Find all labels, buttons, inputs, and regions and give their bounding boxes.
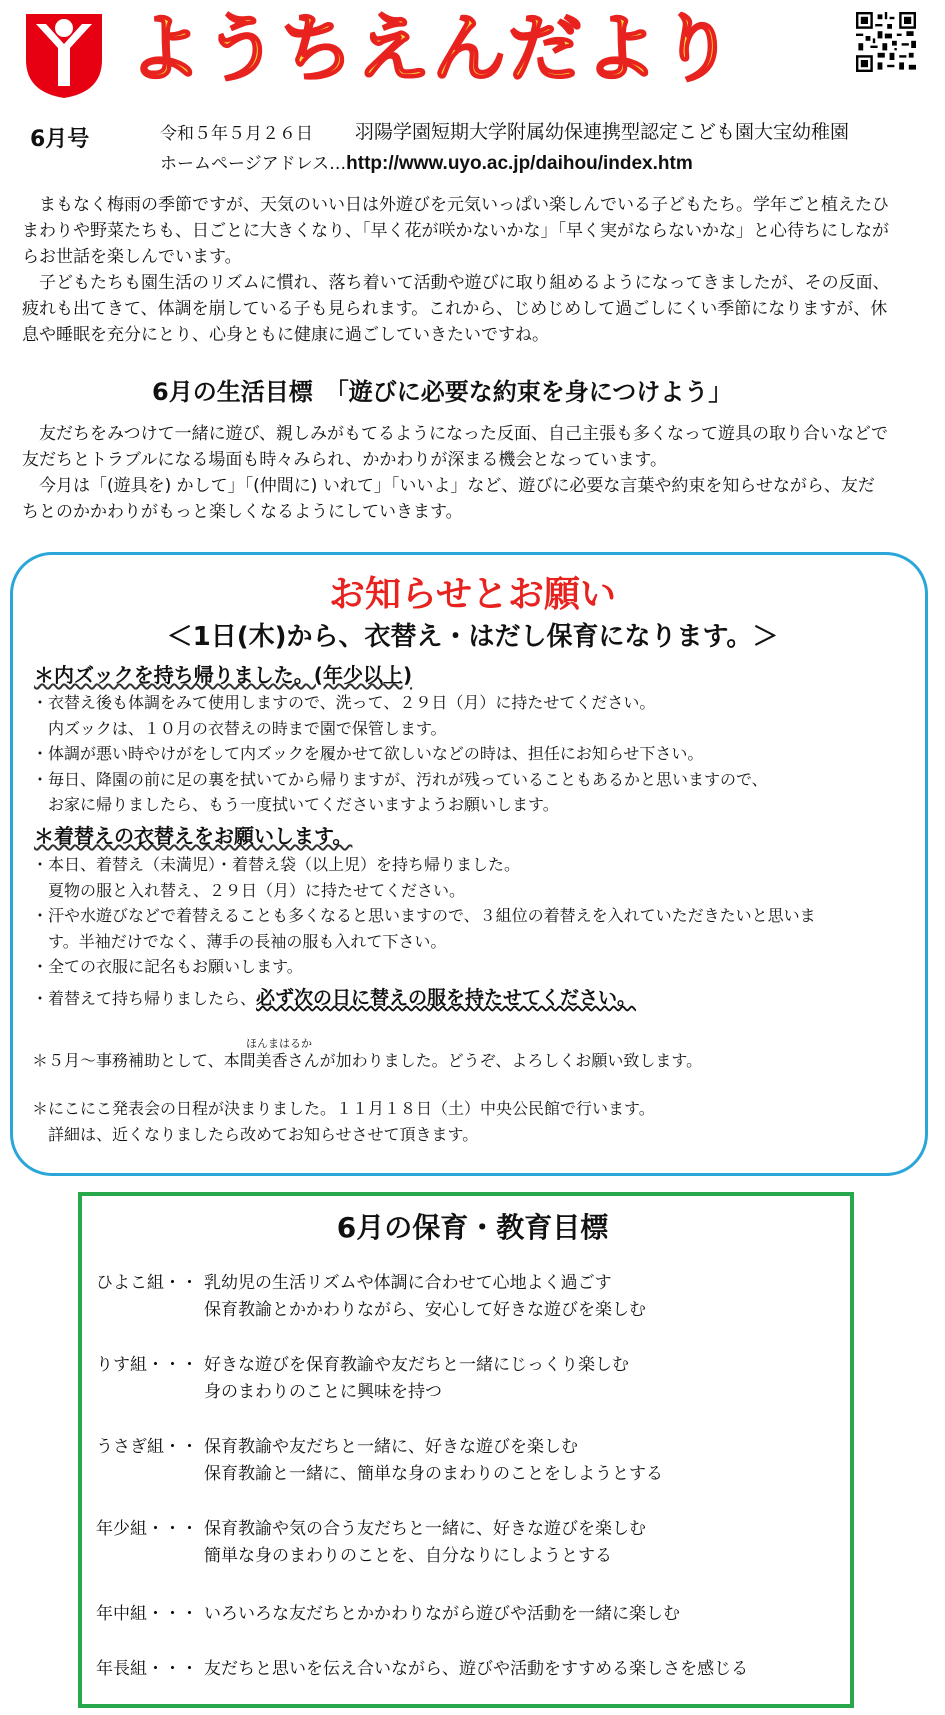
intro-line: まわりや野菜たちも、日ごとに大きくなり、「早く花が咲かないかな」「早く実がならないかな」と心待ちにしなが	[22, 221, 889, 241]
school-name: 羽陽学園短期大学附属幼保連携型認定こども園大宝幼稚園	[355, 121, 850, 143]
notice-list-clothes	[32, 852, 816, 980]
notice-section-clothes: ＊着替えの衣替えをお願いします。	[34, 824, 353, 848]
list-item-bring-clothes	[32, 983, 636, 1010]
notice-list-shoes	[32, 690, 768, 818]
group-goal: 友だちと思いを伝え合いながら、遊びや活動をすすめる楽しさを感じる	[204, 1659, 749, 1679]
group-goal: 保育教諭と一緒に、簡単な身のまわりのことをしようとする	[204, 1464, 663, 1484]
goal-group-nenchu	[96, 1601, 680, 1628]
goal-group-nencho	[96, 1656, 748, 1683]
event-line: 詳細は、近くなりましたら改めてお知らせさせて頂きます。	[32, 1124, 479, 1144]
intro-line: 疲れも出てきて、体調を崩している子も見られます。これから、じめじめして過ごしにくい季節になりますが、休	[22, 299, 888, 319]
group-label: 年中組・・・	[96, 1604, 198, 1624]
notice-subtitle: ＜1日(木)から、衣替え・はだし保育になります。＞	[166, 622, 779, 652]
group-label: 年長組・・・	[96, 1659, 198, 1679]
homepage-label: ホームページアドレス…	[160, 154, 347, 174]
goal-line: ちとのかかわりがもっと楽しくなるようにしていきます。	[22, 502, 463, 522]
group-goal: 保育教諭や友だちと一緒に、好きな遊びを楽しむ	[204, 1437, 578, 1457]
list-item-emphasis: 必ず次の日に替えの服を持たせてください。	[256, 987, 637, 1009]
intro-line: まもなく梅雨の季節ですが、天気のいい日は外遊びを元気いっぱい楽しんでいる子どもたち。学年ごと植えたひ	[22, 195, 889, 215]
group-goal: 乳幼児の生活リズムや体調に合わせて心地よく過ごす	[204, 1273, 612, 1293]
group-goal: 身のまわりのことに興味を持つ	[204, 1382, 442, 1402]
list-item: ・衣替え後も体調をみて使用しますので、洗って、２９日（月）に持たせてください。	[32, 693, 656, 712]
group-label: りす組・・・	[96, 1355, 198, 1375]
intro-line: らお世話を楽しんでいます。	[22, 247, 242, 267]
goal-group-nensho	[96, 1516, 646, 1570]
school-logo-icon	[24, 8, 104, 98]
goal-group-usagi	[96, 1434, 663, 1488]
group-goal: 好きな遊びを保育教諭や友だちと一緒にじっくり楽しむ	[204, 1355, 629, 1375]
list-item: す。半袖だけでなく、薄手の長袖の服も入れて下さい。	[32, 931, 447, 951]
group-label: うさぎ組・・	[96, 1437, 198, 1457]
group-goal: いろいろな友だちとかかわりながら遊びや活動を一緒に楽しむ	[204, 1604, 680, 1624]
group-goal: 簡単な身のまわりのことを、自分なりにしようとする	[204, 1546, 612, 1566]
qr-code-icon	[856, 12, 916, 72]
intro-line: 息や睡眠を充分にとり、心身ともに健康に過ごしていきたいですね。	[22, 325, 549, 345]
list-item: ・全ての衣服に記名もお願いします。	[32, 957, 303, 976]
name-reading-ruby: ほんまはるか	[246, 1037, 312, 1050]
group-goal: 保育教諭や気の合う友だちと一緒に、好きな遊びを楽しむ	[204, 1519, 646, 1539]
newsletter-title: ようちえんだより	[128, 6, 736, 92]
intro-line: 子どもたちも園生活のリズムに慣れ、落ち着いて活動や遊びに取り組めるようになってきましたが、その反面、	[22, 273, 890, 293]
group-label: ひよこ組・・	[96, 1273, 198, 1293]
event-line: ＊にこにこ発表会の日程が決まりました。１１月１８日（土）中央公民館で行います。	[32, 1099, 655, 1118]
group-label: 年少組・・・	[96, 1519, 198, 1539]
goal-line: 友だちをみつけて一緒に遊び、親しみがもてるようになった反面、自己主張も多くなって遊具の取り合いなどで	[22, 424, 888, 444]
goal-group-risu	[96, 1352, 629, 1406]
monthly-goal-text	[22, 421, 888, 525]
list-item-prefix: ・着替えて持ち帰りましたら、	[32, 989, 257, 1008]
list-item: ・汗や水遊びなどで着替えることも多くなると思いますので、３組位の着替えを入れていただきたいと思いま	[32, 906, 816, 925]
notice-title: お知らせとお願い	[329, 574, 616, 615]
group-goal: 保育教諭とかかわりながら、安心して好きな遊びを楽しむ	[204, 1300, 646, 1320]
issue-label: 6月号	[30, 127, 90, 152]
notice-section-shoes: ＊内ズックを持ち帰りました。(年少以上)	[34, 663, 413, 687]
goal-line: 友だちとトラブルになる場面も時々みられ、かかわりが深まる機会となっています。	[22, 450, 667, 470]
list-item: 夏物の服と入れ替え、２９日（月）に持たせてください。	[32, 880, 465, 900]
homepage-link[interactable]: http://www.uyo.ac.jp/daihou/index.htm	[346, 153, 693, 174]
list-item: 内ズックは、１０月の衣替えの時まで園で保管します。	[32, 718, 447, 738]
list-item: ・本日、着替え（未満児）・着替え袋（以上児）を持ち帰りました。	[32, 855, 521, 874]
issue-date: 令和５年５月２６日	[160, 124, 313, 144]
homepage-line	[160, 149, 693, 175]
list-item: ・体調が悪い時やけがをして内ズックを履かせて欲しいなどの時は、担任にお知らせ下さい。	[32, 744, 704, 763]
staff-note: ＊５月～事務補助として、本間美香さんが加わりました。どうぞ、よろしくお願い致します。	[32, 1051, 703, 1070]
intro-paragraph	[22, 192, 890, 348]
monthly-goal-heading: 6月の生活目標 「遊びに必要な約束を身につけよう」	[152, 378, 733, 406]
list-item: お家に帰りましたら、もう一度拭いてくださいますようお願いします。	[32, 795, 559, 814]
education-goals-title: 6月の保育・教育目標	[336, 1211, 609, 1244]
event-note	[32, 1096, 655, 1147]
goal-line: 今月は「(遊具を) かして」「(仲間に) いれて」「いいよ」など、遊びに必要な言葉や約束を知らせながら、友だ	[22, 476, 875, 496]
goal-group-hiyoko	[96, 1270, 646, 1324]
list-item: ・毎日、降園の前に足の裏を拭いてから帰りますが、汚れが残っていることもあるかと思いますので、	[32, 769, 768, 789]
